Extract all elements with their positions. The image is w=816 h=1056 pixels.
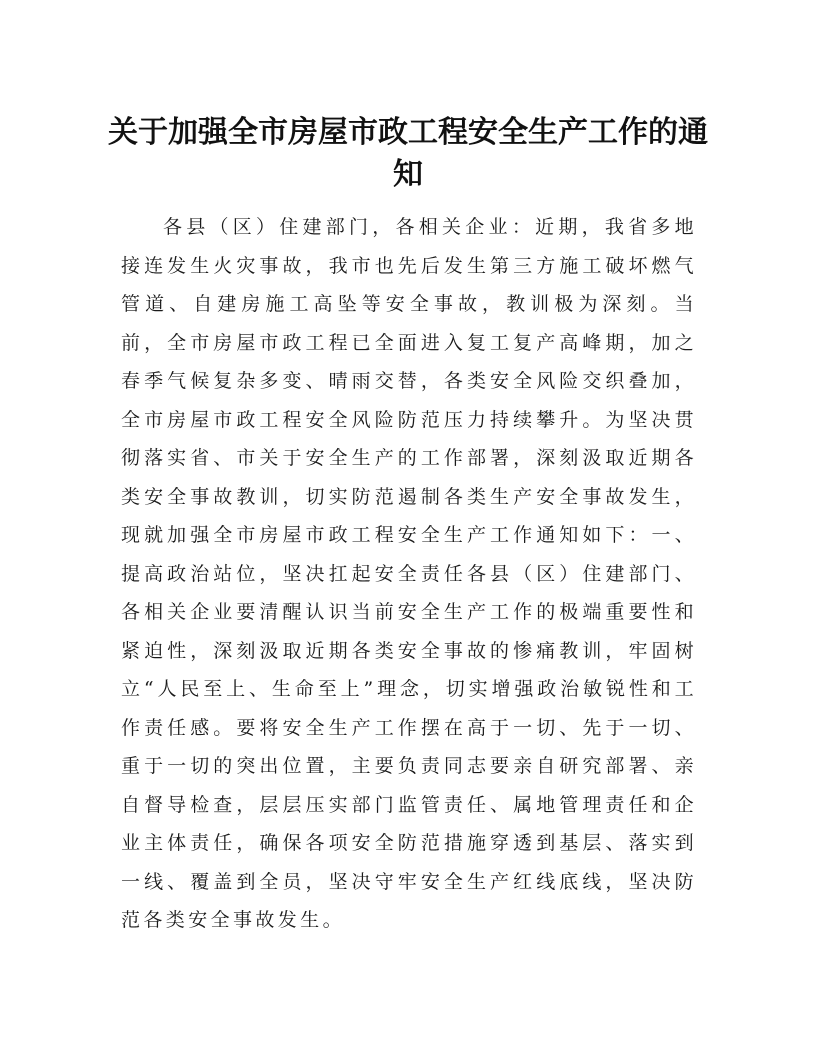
document-title: 关于加强全市房屋市政工程安全生产工作的通知 — [108, 115, 708, 192]
document-body-paragraph: 各县（区）住建部门，各相关企业：近期，我省多地接连发生火灾事故，我市也先后发生第三方施工破坏燃气管道、自建房施工高坠等安全事故，教训极为深刻。当前，全市房屋市政工程已全面进入复工复产高峰期，加之春季气候复杂多变、晴雨交替，各类安全风险交织叠加，全市房屋市政工程安全风险防范压力持续攀升。为坚决贯彻落实省、市关于安全生产的工作部署，深刻汲取近期各类安全事故教训，切实防范遏制各类生产安全事故发生，现就加强全市房屋市政工程安全生产工作通知如下：一、提高政治站位，坚决扛起安全责任各县（区）住建部门、各相关企业要清醒认识当前安全生产工作的极端重要性和紧迫性，深刻汲取近期各类安全事故的惨痛教训，牢固树立“人民至上、生命至上”理念，切实增强政治敏锐性和工作责任感。要将安全生产工作摆在高于一切、先于一切、重于一切的突出位置，主要负责同志要亲自研究部署、亲自督导检查，层层压实部门监管责任、属地管理责任和企业主体责任，确保各项安全防范措施穿透到基层、落实到一线、覆盖到全员，坚决守牢安全生产红线底线，坚决防范各类安全事故发生。 — [121, 216, 697, 931]
